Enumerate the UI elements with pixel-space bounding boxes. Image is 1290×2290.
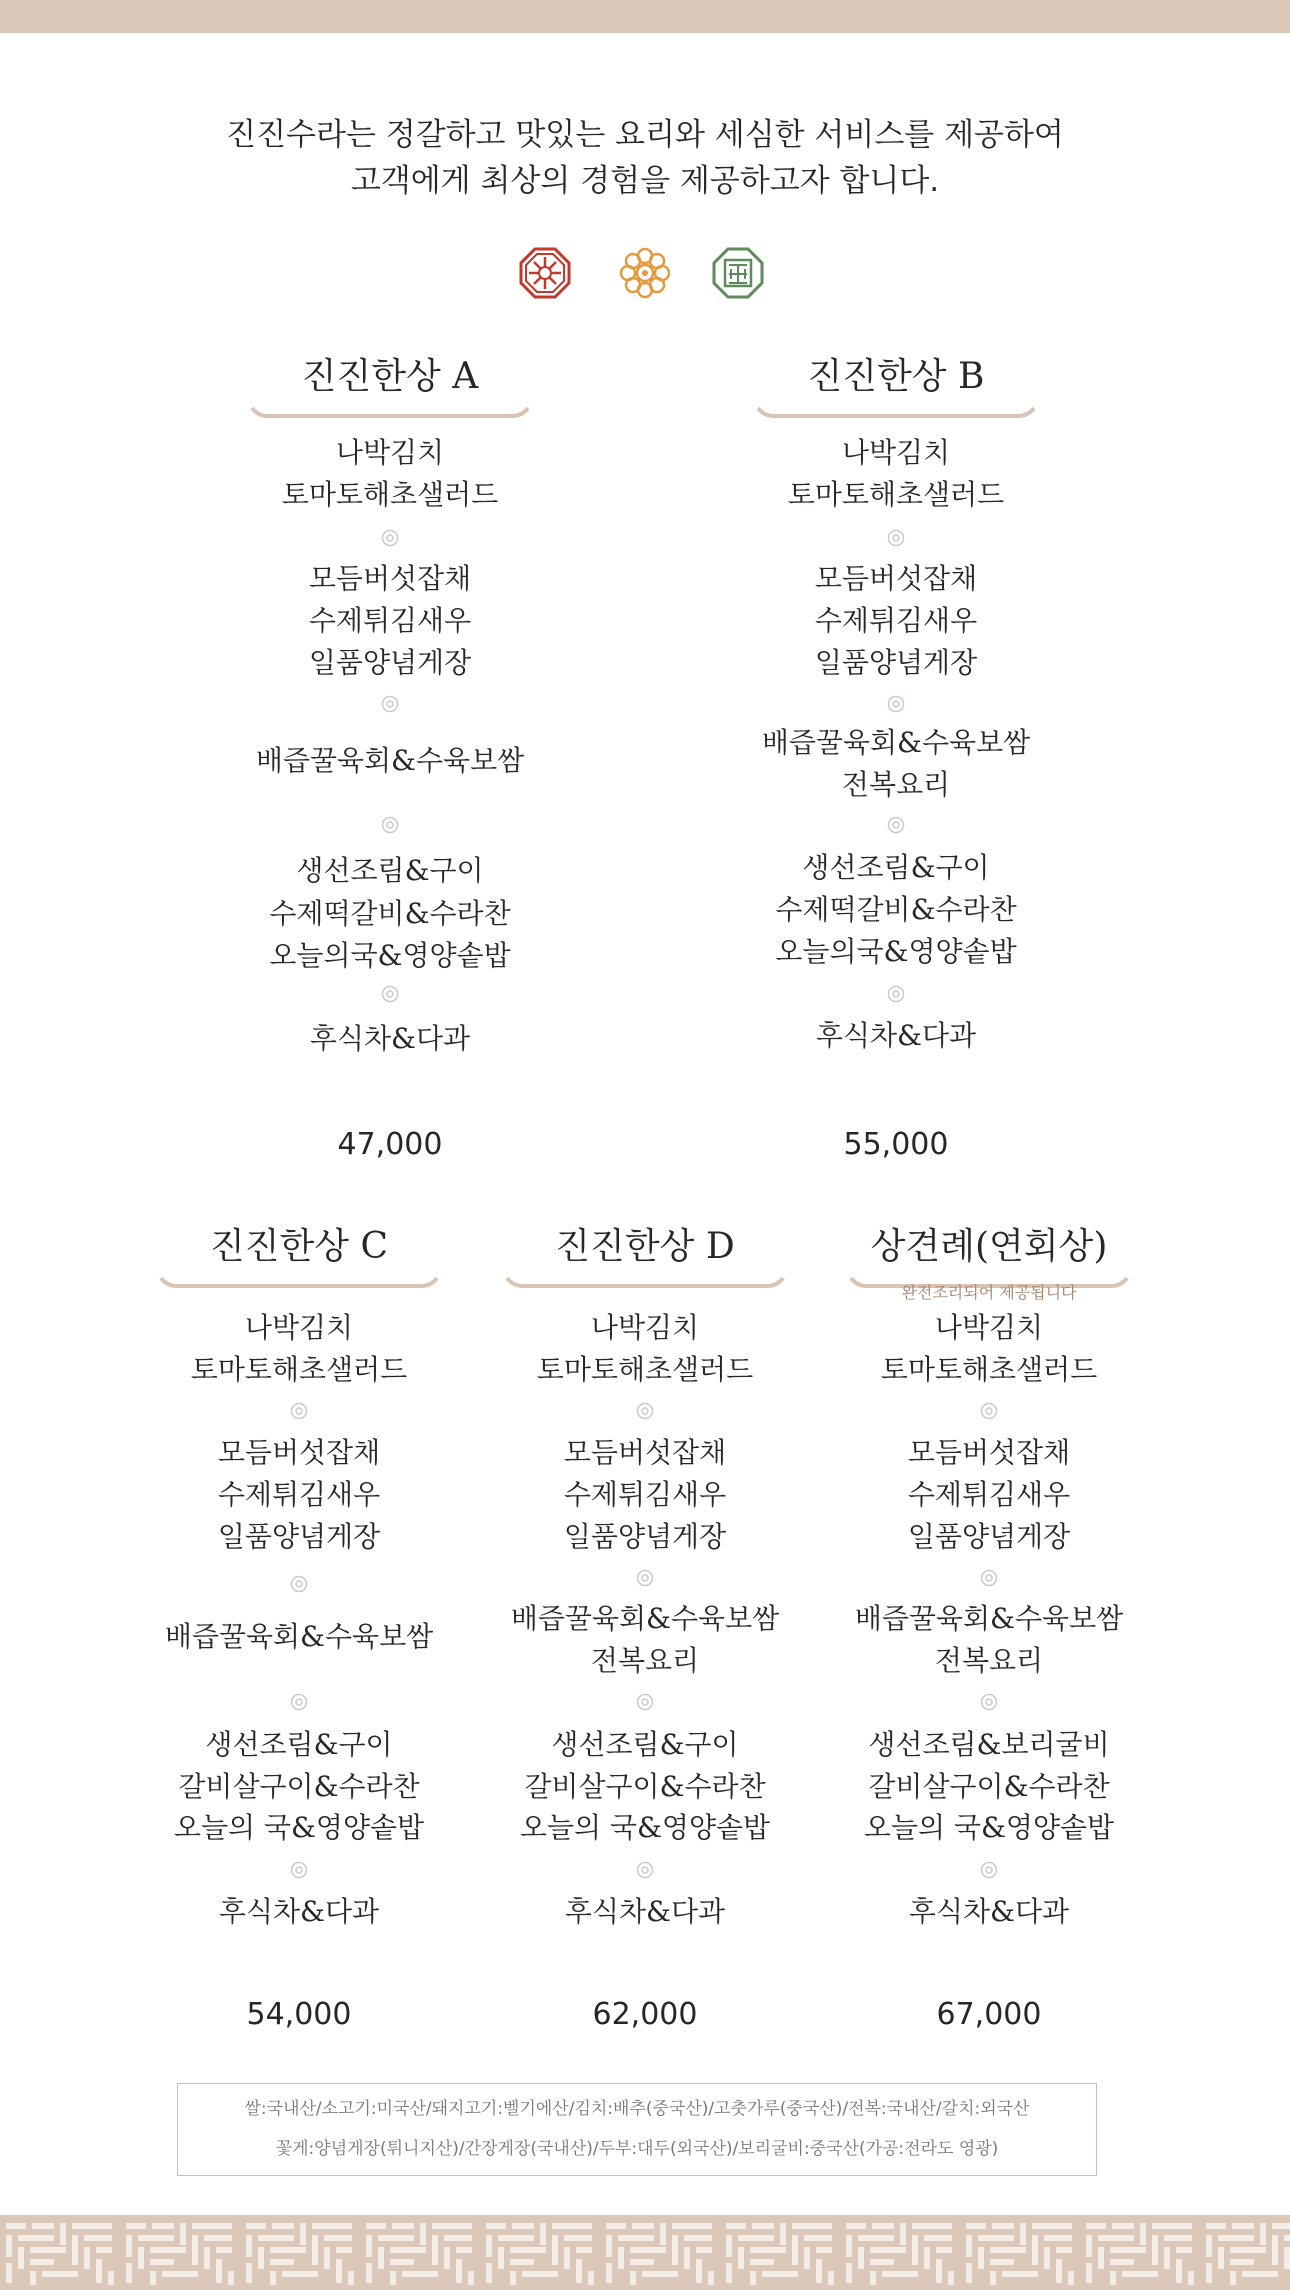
flower-divider-icon (636, 1861, 654, 1879)
flower-divider-icon (636, 1693, 654, 1711)
menu-item: 후식차&다과 (218, 1895, 380, 1928)
menu-item: 모듬버섯잡채 (814, 562, 978, 595)
flower-divider-icon (381, 985, 399, 1003)
title-underline (159, 1276, 439, 1290)
flower-divider-icon (381, 816, 399, 834)
menu-item: 오늘의 국&영양솥밥 (863, 1811, 1115, 1844)
flower-divider-icon (381, 529, 399, 547)
menu-item: 나박김치 (244, 1311, 354, 1344)
emblem-row (0, 247, 1290, 299)
menu-title: 진진한상 D (555, 1226, 735, 1267)
menu-price: 54,000 (246, 1997, 352, 2032)
menu-item: 후식차&다과 (564, 1895, 726, 1928)
menu-a (240, 352, 540, 1172)
flower-divider-icon (290, 1861, 308, 1879)
menu-item: 수제튀김새우 (308, 604, 472, 637)
menu-item: 수제튀김새우 (217, 1478, 381, 1511)
menu-item: 일품양념게장 (308, 646, 472, 679)
menu-title: 진진한상 C (209, 1226, 389, 1267)
flower-divider-icon (381, 695, 399, 713)
menu-item: 후식차&다과 (815, 1019, 977, 1052)
menu-item: 배즙꿀육회&수육보쌈 (255, 744, 525, 777)
menu-item: 오늘의국&영양솥밥 (775, 935, 1017, 968)
menu-item: 나박김치 (335, 436, 445, 469)
flower-divider-icon (980, 1693, 998, 1711)
flower-divider-icon (636, 1569, 654, 1587)
menu-item: 토마토해초샐러드 (281, 478, 499, 511)
menu-item: 토마토해초샐러드 (190, 1353, 408, 1386)
flower-divider-icon (887, 529, 905, 547)
menu-item: 오늘의 국&영양솥밥 (173, 1811, 425, 1844)
menu-item: 모듬버섯잡채 (308, 562, 472, 595)
origin-line-2: 꽃게:양념게장(튀니지산)/간장게장(국내산)/두부:대두(외국산)/보리굴비:중국산(가공:전라도 영광) (275, 2139, 999, 2159)
menu-banquet (839, 1222, 1139, 2042)
menu-item: 갈비살구이&수라찬 (868, 1770, 1110, 1803)
menu-item: 일품양념게장 (563, 1520, 727, 1553)
flower-divider-icon (887, 816, 905, 834)
menu-c (149, 1222, 449, 2042)
menu-price: 67,000 (936, 1997, 1042, 2032)
flower-divider-icon (980, 1861, 998, 1879)
top-accent-bar (0, 0, 1290, 33)
red-octagon-emblem-icon (519, 247, 571, 299)
menu-title: 진진한상 B (807, 356, 985, 397)
menu-item: 후식차&다과 (908, 1895, 1070, 1928)
menu-item: 생선조림&구이 (802, 851, 990, 884)
title-underline (250, 406, 530, 420)
menu-item: 나박김치 (590, 1311, 700, 1344)
lattice-pattern-footer (0, 2215, 1290, 2290)
menu-price: 62,000 (592, 1997, 698, 2032)
menu-item: 수제튀김새우 (907, 1478, 1071, 1511)
origin-line-1: 쌀:국내산/소고기:미국산/돼지고기:벨기에산/김치:배추(중국산)/고춧가루(중국산)/전복:국내산/갈치:외국산 (244, 2099, 1030, 2119)
menu-item: 일품양념게장 (814, 646, 978, 679)
flower-divider-icon (636, 1402, 654, 1420)
menu-title: 진진한상 A (301, 356, 479, 397)
flower-divider-icon (887, 695, 905, 713)
menu-b (746, 352, 1046, 1172)
flower-divider-icon (290, 1575, 308, 1593)
menu-item: 일품양념게장 (907, 1520, 1071, 1553)
menu-price: 47,000 (337, 1127, 443, 1162)
menu-item: 오늘의 국&영양솥밥 (519, 1811, 771, 1844)
menu-item: 배즙꿀육회&수육보쌈 (164, 1620, 434, 1653)
flower-divider-icon (980, 1569, 998, 1587)
menu-item: 수제튀김새우 (814, 604, 978, 637)
menu-item: 전복요리 (841, 768, 951, 801)
menu-item: 생선조림&구이 (551, 1728, 739, 1761)
menu-item: 나박김치 (841, 436, 951, 469)
menu-item: 수제떡갈비&수라찬 (775, 893, 1017, 926)
menu-item: 생선조림&구이 (205, 1728, 393, 1761)
intro-text (0, 112, 1290, 204)
orange-flower-emblem-icon (619, 247, 671, 299)
menu-item: 생선조림&보리굴비 (868, 1728, 1110, 1761)
menu-item: 수제튀김새우 (563, 1478, 727, 1511)
menu-d (495, 1222, 795, 2042)
menu-item: 일품양념게장 (217, 1520, 381, 1553)
menu-title: 상견례(연회상) (870, 1226, 1108, 1267)
menu-price: 55,000 (843, 1127, 949, 1162)
menu-item: 나박김치 (934, 1311, 1044, 1344)
menu-item: 후식차&다과 (309, 1022, 471, 1055)
menu-item: 갈비살구이&수라찬 (178, 1770, 420, 1803)
menu-item: 토마토해초샐러드 (787, 478, 1005, 511)
intro-line-1: 진진수라는 정갈하고 맛있는 요리와 세심한 서비스를 제공하여 (226, 117, 1064, 153)
flower-divider-icon (290, 1402, 308, 1420)
title-underline (756, 406, 1036, 420)
intro-line-2: 고객에게 최상의 경험을 제공하고자 합니다. (350, 163, 940, 199)
menu-item: 모듬버섯잡채 (563, 1436, 727, 1469)
menu-item: 전복요리 (934, 1644, 1044, 1677)
menu-item: 배즙꿀육회&수육보쌈 (510, 1602, 780, 1635)
menu-item: 생선조림&구이 (296, 854, 484, 887)
title-underline (505, 1276, 785, 1290)
menu-item: 오늘의국&영양솥밥 (269, 939, 511, 972)
menu-item: 전복요리 (590, 1644, 700, 1677)
menu-item: 갈비살구이&수라찬 (524, 1770, 766, 1803)
flower-divider-icon (290, 1693, 308, 1711)
cooking-note: 완전조리되어 제공됩니다 (901, 1283, 1077, 1302)
menu-item: 수제떡갈비&수라찬 (269, 897, 511, 930)
menu-item: 토마토해초샐러드 (880, 1353, 1098, 1386)
menu-item: 배즙꿀육회&수육보쌈 (761, 726, 1031, 759)
menu-item: 모듬버섯잡채 (907, 1436, 1071, 1469)
flower-divider-icon (980, 1402, 998, 1420)
menu-item: 모듬버섯잡채 (217, 1436, 381, 1469)
menu-item: 배즙꿀육회&수육보쌈 (854, 1602, 1124, 1635)
origin-info-box (177, 2083, 1097, 2176)
green-octagon-emblem-icon (712, 247, 764, 299)
menu-item: 토마토해초샐러드 (536, 1353, 754, 1386)
flower-divider-icon (887, 985, 905, 1003)
